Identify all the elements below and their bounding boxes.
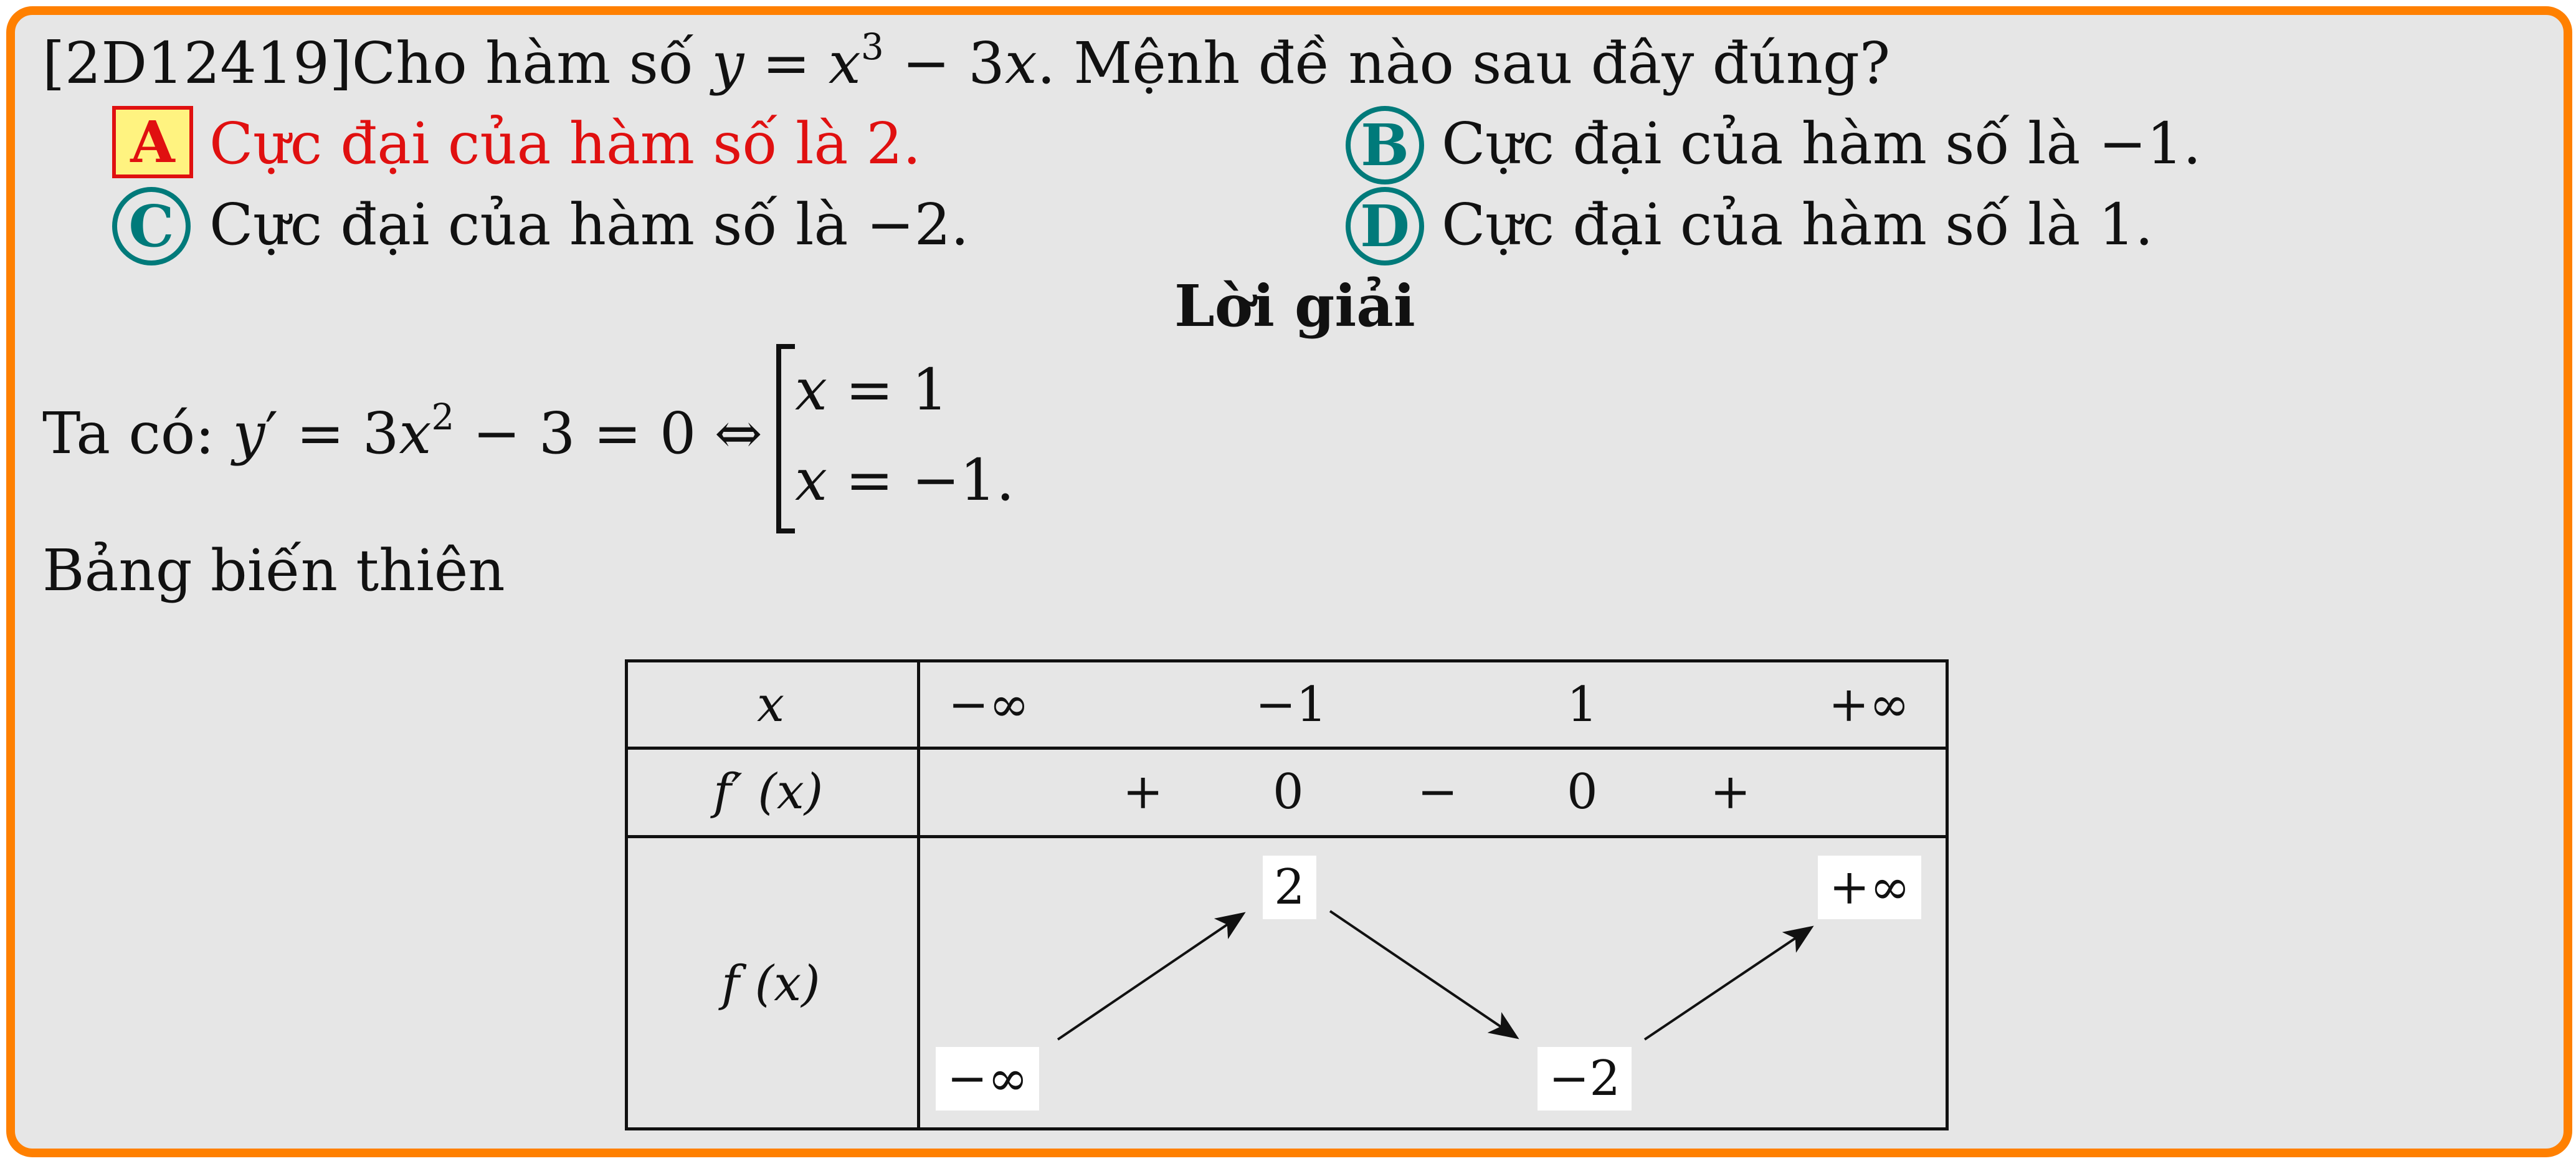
f-value-min: −2 <box>1538 1047 1632 1111</box>
option-d-text[interactable]: Cực đại của hàm số là 1. <box>1442 191 2154 258</box>
f-value-neg-inf: −∞ <box>936 1047 1039 1111</box>
option-b-marker[interactable]: B <box>1346 106 1424 184</box>
x-value-pos-inf: +∞ <box>1828 677 1910 733</box>
x-value-neg-inf: −∞ <box>948 677 1030 733</box>
derivative-equation: Ta có: $y' = 3x^2 - 3 = 0$ ⇔ <box>42 396 763 467</box>
table-intro: Bảng biến thiên <box>42 537 505 604</box>
row-label-x: x <box>757 677 784 733</box>
question-id: [2D12419] <box>42 30 352 97</box>
option-a-marker[interactable]: A <box>112 106 193 178</box>
arrow-increase-2 <box>1645 929 1810 1039</box>
row-label-fprime: f′ (x) <box>713 764 824 820</box>
question-stem: [2D12419]Cho hàm số $y = x^3 - 3x$. Mệnh đề nào sau đây đúng? <box>42 26 1891 97</box>
option-a-text[interactable]: Cực đại của hàm số là 2. <box>209 110 921 177</box>
case-root-1: x = 1 <box>795 356 948 423</box>
option-d-marker[interactable]: D <box>1346 187 1424 265</box>
arrow-decrease <box>1330 911 1515 1036</box>
fprime-sign-1: + <box>1123 764 1164 820</box>
fprime-sign-3: + <box>1710 764 1751 820</box>
f-value-max: 2 <box>1263 856 1316 919</box>
x-value-one: 1 <box>1567 677 1598 733</box>
fprime-zero-1: 0 <box>1273 764 1304 820</box>
x-value-neg-one: −1 <box>1255 677 1327 733</box>
fprime-zero-2: 0 <box>1567 764 1598 820</box>
fprime-sign-2: − <box>1417 764 1458 820</box>
row-label-f: f (x) <box>721 956 820 1012</box>
case-root-2: x = −1. <box>795 447 1015 514</box>
arrow-increase-1 <box>1058 915 1242 1039</box>
option-c-text[interactable]: Cực đại của hàm số là −2. <box>209 191 969 258</box>
solution-heading: Lời giải <box>1174 272 1415 340</box>
option-b-text[interactable]: Cực đại của hàm số là −1. <box>1442 110 2202 177</box>
option-c-marker[interactable]: C <box>112 187 191 265</box>
f-value-pos-inf: +∞ <box>1818 856 1921 919</box>
